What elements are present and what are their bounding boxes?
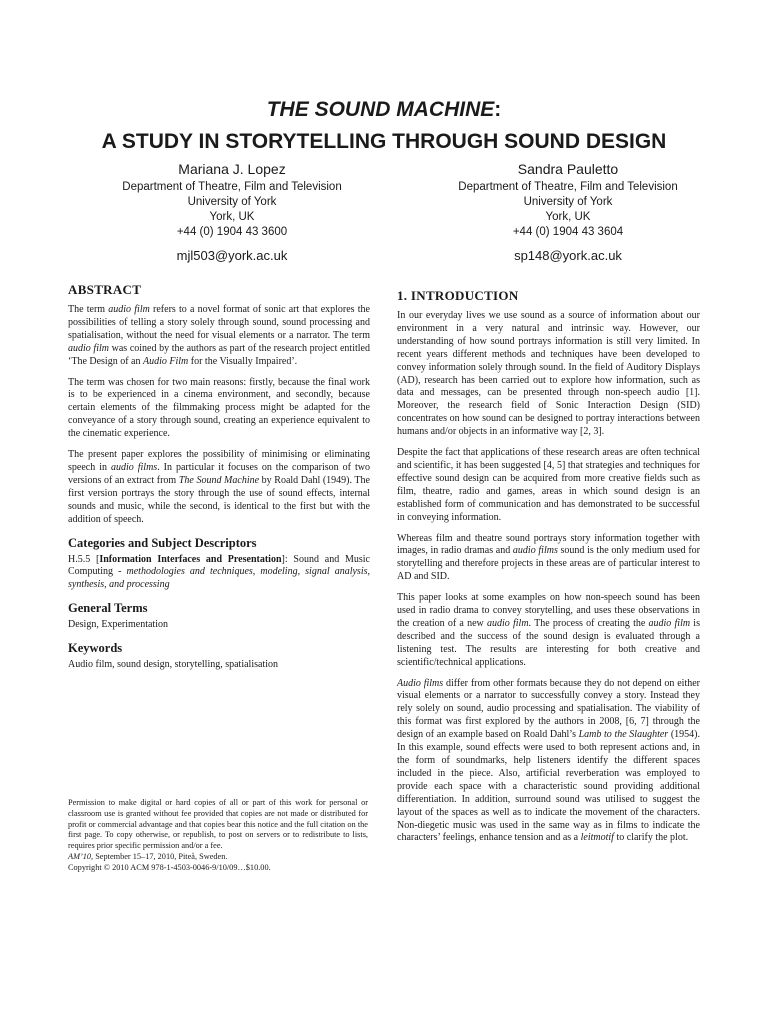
- text-run-italic: The Sound Machine: [178, 474, 260, 486]
- text-run-italic: Audio films: [397, 677, 444, 689]
- paper-subtitle: A STUDY IN STORYTELLING THROUGH SOUND DESIGN: [101, 130, 667, 153]
- intro-paragraph-1: In our everyday lives we use sound as a source of information about our environment in a very natural and intrinsic way. However, our understanding of how sound portrays information is still very limited. In recent years different methods and techniques have been developed to convey information solely through sound. In the field of Auditory Displays (AD), research has been carried out to explore how information, such as data and messages, can be presented through non-speech audio [1]. Moreover, the research field of Sonic Interaction Design (SID) concentrates on how sound can be designed to portray interactions between humans and/or objects in an informative way [2, 3].: [397, 310, 700, 438]
- keywords-text: Audio film, sound design, storytelling, spatialisation: [68, 659, 278, 671]
- text-run: was coined by the authors as part of the research project entitled ‘The Design of an: [68, 342, 370, 367]
- text-run: for the Visually Impaired’.: [188, 355, 298, 367]
- intro-paragraph-4: [397, 592, 700, 669]
- text-run-italic: audio film: [68, 342, 109, 354]
- text-run: This paper looks at some examples on how non-speech sound has been used in radio drama to convey storytelling, and uses these observations in the creation of a new: [397, 592, 700, 629]
- text-run: Whereas film and theatre sound portrays story information together with images, in radio dramas and: [397, 532, 700, 557]
- abstract-paragraph-3: [68, 449, 370, 526]
- author-location: York, UK: [545, 211, 591, 223]
- text-run: to clarify the plot.: [613, 832, 689, 844]
- author-name: Mariana J. Lopez: [178, 161, 286, 177]
- intro-paragraph-3: [397, 533, 700, 585]
- categories-heading: Categories and Subject Descriptors: [68, 535, 257, 550]
- general-terms-heading: General Terms: [68, 601, 148, 616]
- conference-details: , September 15–17, 2010, Piteå, Sweden.: [91, 851, 228, 861]
- intro-paragraph-2: Despite the fact that applications of these research areas are often technical and scientific, it has been suggested [4, 5] that strategies and techniques for effective sound design can be acquired from more creative fields such as film, theatre, radio and games, areas in which sound design is an established form of communication and has demonstrated to be successful in conveying information.: [397, 447, 700, 523]
- text-run: The term: [68, 304, 109, 315]
- text-run: H.5.5 [: [68, 553, 100, 565]
- conference-name: AM’10: [68, 851, 92, 861]
- right-column: [397, 288, 700, 853]
- copyright-line: Copyright © 2010 ACM 978-1-4503-0046-9/10/09…$10.00.: [68, 862, 271, 872]
- text-run-italic: Audio Film: [142, 355, 189, 367]
- paper-title-line1: [0, 96, 768, 124]
- title-block: [0, 96, 768, 156]
- text-run: . The process of creating the: [528, 617, 649, 629]
- text-run: refers to a novel format of sonic art that explores the possibilities of telling a story solely through sound, sound processing and spatialisation, without the need for visual elements or a narrator. The term: [68, 304, 370, 341]
- author-university: University of York: [523, 196, 613, 208]
- text-run: differ from other formats because they do not depend on either visual elements or a narrator to successfully convey a story. Instead they rely solely on sound, audio processing and spatialisation. The viability of this format was first explored by the authors in 2008, [6, 7] through the design of an example based on Roald Dahl’s: [397, 677, 700, 741]
- author-location: York, UK: [209, 211, 255, 223]
- text-run-italic: audio film: [648, 617, 691, 629]
- keywords-heading: Keywords: [68, 641, 123, 656]
- author-phone: +44 (0) 1904 43 3604: [512, 226, 624, 238]
- text-run-italic: audio films: [512, 545, 558, 557]
- author-phone: +44 (0) 1904 43 3600: [176, 226, 288, 238]
- author-department: Department of Theatre, Film and Television: [458, 181, 678, 193]
- left-column: [68, 282, 370, 680]
- author-university: University of York: [187, 196, 277, 208]
- text-run: The present paper explores the possibility of minimising or eliminating speech in: [68, 449, 370, 473]
- text-run: sound is the only medium used for storytelling and therefore projects in these areas are of particular interest to AD and SID.: [397, 545, 700, 583]
- text-run: . In particular it focuses on the comparison of two versions of an extract from: [68, 461, 370, 486]
- text-run-bold: Information Interfaces and Presentation: [99, 553, 282, 565]
- general-terms-text: Design, Experimentation: [68, 619, 168, 631]
- abstract-paragraph-1: [68, 304, 370, 369]
- intro-paragraph-5: [397, 678, 700, 846]
- paper-title-colon: :: [494, 98, 502, 121]
- permission-text: Permission to make digital or hard copies of all or part of this work for personal or classroom use is granted without fee provided that copies are not made or distributed for profit or commercial advantage and that copies bear this notice and the full citation on the first page. To copy otherwise, or republish, to post on servers or to redistribute to lists, requires prior specific permission and/or a fee.: [68, 798, 368, 851]
- text-run-italic: audio film: [108, 304, 150, 315]
- permission-notice: [68, 798, 368, 874]
- text-run-italic: leitmotif: [580, 832, 614, 844]
- author-block-1: [82, 160, 382, 264]
- conference-info: [68, 852, 368, 863]
- paper-title-italic: THE SOUND MACHINE: [266, 98, 495, 121]
- text-run: by Roald Dahl (1949). The first version portrays the story through the use of sound effects, internal sounds and music, while the second, is identical to the first but with the addition of speech.: [68, 474, 370, 525]
- text-run-italic: methodologies and techniques, modeling, signal analysis, synthesis, and processing: [68, 566, 370, 591]
- text-run-italic: audio films: [110, 461, 158, 473]
- text-run-italic: audio film: [486, 617, 529, 629]
- text-run-italic: Lamb to the Slaughter: [578, 729, 669, 741]
- text-run: is described and the success of the sound design is evaluated through a listening test. The results are interesting for both creative and scientific/technical applications.: [397, 617, 700, 668]
- author-email: mjl503@york.ac.uk: [176, 248, 288, 263]
- author-block-2: [418, 160, 718, 264]
- author-name: Sandra Pauletto: [517, 161, 619, 177]
- categories-text: [68, 554, 370, 593]
- abstract-paragraph-2: The term was chosen for two main reasons: firstly, because the final work is to be experienced in a cinema environment, and secondly, because certain elements of the filmmaking process might be adapted for the conveyance of a story through sound, creating an experience equivalent to the cinematic experience.: [68, 376, 370, 440]
- abstract-heading: ABSTRACT: [68, 282, 142, 297]
- text-run: (1954). In this example, sound effects were used to both represent actions and, in the form of soundmarks, help listeners identify the different spaces included in the piece. Also, artificial reverberation was employed to provide each space with a characteristic sound providing additional differentiation. In addition, surround sound was utilised to suggest the layout of the spaces as well as to indicate the movement of the characters. Non-diegetic music was used in the same way as in films to indicate the characters’ feelings, enhance tension and as a: [397, 729, 700, 844]
- text-run: ]: Sound and Music Computing -: [68, 553, 370, 578]
- introduction-heading: 1. INTRODUCTION: [397, 288, 519, 303]
- author-email: sp148@york.ac.uk: [514, 248, 622, 263]
- author-department: Department of Theatre, Film and Television: [122, 181, 342, 193]
